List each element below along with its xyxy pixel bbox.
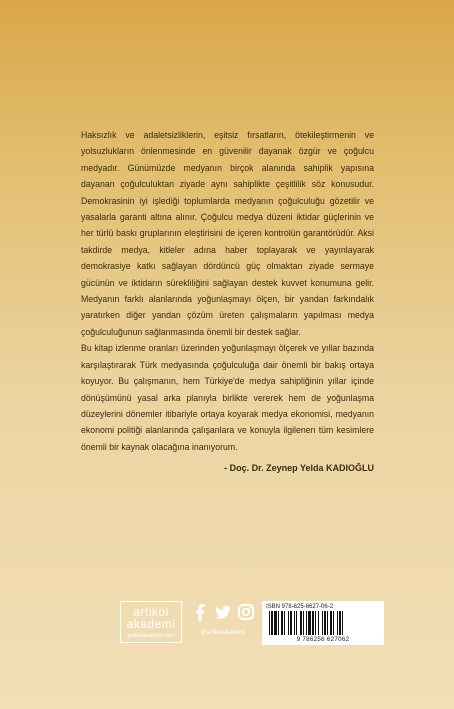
isbn-barcode-box xyxy=(262,601,384,645)
twitter-icon[interactable] xyxy=(215,603,231,621)
blurb-paragraph-1: Haksızlık ve adaletsizliklerin, eşitsiz fırsatların, ötekileştirmenin ve yolsuzlukların önlenmesinde en güvenilir dayanak özgür ve çoğulcu medyadır. Günümüzde medyanın birçok alanında sahiplik yapısına dayanan çoğulculuktan ziyade aynı sahiplikte çeşitlilik söz konusudur. Demokrasinin iyi işlediği toplumlarda medyanın çoğulculuğu gözetilir ve yasalarla garanti altına alınır. Çoğulcu medya düzeni iktidar güçlerinin ve her türlü baskı gruplarının eleştirisini de içeren kontrolün garantörüdür. Aksi takdirde medya, kitleler adına haber toplayarak ve yayınlayarak demokrasiye katkı sağlayan dördüncü güç olmaktan ziyade sermaye gücünün ve iktidarın sürekliliğini sağlayan destek kuvvet konumuna gelir. Medyanın farklı alanlarında yoğunlaşmayı ölçen, bir yandan farkındalık yaratırken diğer yandan çözüm üreten çalışmaların yapılması medya çoğulculuğunun sağlanmasında önemli bir destek sağlar. xyxy=(81,130,374,337)
barcode-image xyxy=(268,611,378,635)
social-handle: @artikelakademi xyxy=(200,630,246,636)
social-links xyxy=(190,603,256,643)
barcode-number: 9 786256 627062 xyxy=(296,636,350,643)
publisher-logo xyxy=(120,601,182,643)
logo-line-2: akademi xyxy=(126,617,176,631)
facebook-icon[interactable] xyxy=(192,603,208,621)
blurb-text xyxy=(81,127,374,455)
logo-line-1: artikol xyxy=(133,605,169,619)
instagram-icon[interactable] xyxy=(238,603,254,621)
isbn-label: ISBN 978-625-6627-06-2 xyxy=(266,604,334,610)
blurb-paragraph-2: Bu kitap izlenme oranları üzerinden yoğunlaşmayı ölçerek ve yıllar bazında karşılaştırarak Türk medyasında çoğulculuğa dair önemli bir bakış ortaya koyuyor. Bu çalışmanın, hem Türkiye'de medya sahipliğinin yıllar içinde dönüşümünü yasal arka planıyla birlikte vererek hem de yoğunlaşma düzeylerini dönemler itibariyle ortaya koyarak medya ekonomisi, medyanın ekonomi politiği alanlarında çalışanlara ve konuyla ilgilenen tüm kesimlere önemli bir kaynak olacağına inanıyorum. xyxy=(81,343,374,452)
signature: - Doç. Dr. Zeynep Yelda KADIOĞLU xyxy=(224,463,374,473)
publisher-footer xyxy=(120,601,384,645)
publisher-url: artikelakademi.com xyxy=(127,633,175,639)
